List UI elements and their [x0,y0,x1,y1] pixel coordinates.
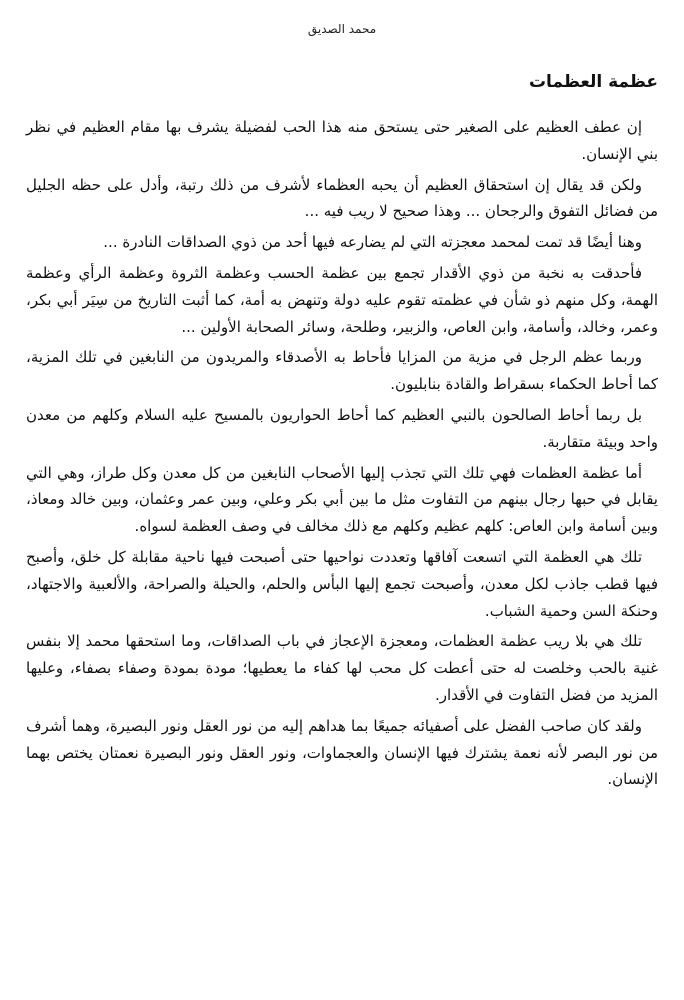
paragraph: أما عظمة العظمات فهي تلك التي تجذب إليها الأصحاب النابغين من كل معدن وكل طراز، وهي التي يقابل في حبها رجال بينهم من التفاوت مثل ما بين أبي بكر وعلي، وبين عمر وعثمان، وبين خالد ومعاذ، وبين أسامة وابن العاص: كلهم عظيم وكلهم مع ذلك مخالف في وصف العظمة لسواه. [26,463,658,536]
paragraph: وهنا أيضًا قد تمت لمحمد معجزته التي لم يضارعه فيها أحد من ذوي الصداقات النادرة ... [103,233,642,252]
paragraph: وربما عظم الرجل في مزية من المزايا فأحاط به الأصدقاء والمريدون من النابغين في تلك المزية، كما أحاط الحكماء بسقراط والقادة بنابليون. [26,348,658,394]
paragraph: إن عطف العظيم على الصغير حتى يستحق منه هذا الحب لفضيلة يشرف بها مقام العظيم في نظر بني الإنسان. [26,118,658,163]
running-header-author: محمد الصديق [307,22,377,36]
paragraph: تلك هي العظمة التي اتسعت آفاقها وتعددت نواحيها حتى أصبحت فيها ناحية مقابلة كل خلق، وأصبح فيها قطب جاذب لكل معدن، وأصبحت تجمع إليها البأس والحلم، والحيلة والصراحة، والألعبية والاجتهاد، وحنكة السن وحمية الشباب. [26,547,658,620]
paragraph: فأحدقت به نخبة من ذوي الأقدار تجمع بين عظمة الحسب وعظمة الثروة وعظمة الرأي وعظمة الهمة، وكل منهم ذو شأن في عظمته تقوم عليه دولة وتنهض به أمة، كما أثبت التاريخ من سِيَر أبي بكر، وعمر، وخالد، وأسامة، وابن العاص، والزبير، وطلحة، وسائر الصحابة الأولين ... [26,263,658,336]
paragraph: ولكن قد يقال إن استحقاق العظيم أن يحبه العظماء لأشرف من ذلك رتبة، وأدل على حظه الجليل من فضائل التفوق والرجحان ... وهذا صحيح لا ريب فيه ... [26,175,658,221]
paragraph: ولقد كان صاحب الفضل على أصفيائه جميعًا بما هداهم إليه من نور العقل ونور البصيرة، وهما أشرف من نور البصر لأنه نعمة يشترك فيها الإنسان والعجماوات، ونور العقل ونور البصيرة نعمتان يختص بهما الإنسان. [26,716,658,789]
paragraph: بل ربما أحاط الصالحون بالنبي العظيم كما أحاط الحواريون بالمسيح عليه السلام وكلهم من معدن واحد وبيئة متقاربة. [26,405,658,451]
paragraph: تلك هي بلا ريب عظمة العظمات، ومعجزة الإعجاز في باب الصداقات، وما استحقها محمد إلا بنفس غنية بالحب وخلصت له حتى أعطت كل محب لها كفاء ما يعطيها؛ مودة بمودة وصفاء بصفاء، وعليها المزيد من فضل التفاوت في الأقدار. [26,632,658,704]
body-text [26,114,658,797]
chapter-title: عظمة العظمات [528,72,658,92]
